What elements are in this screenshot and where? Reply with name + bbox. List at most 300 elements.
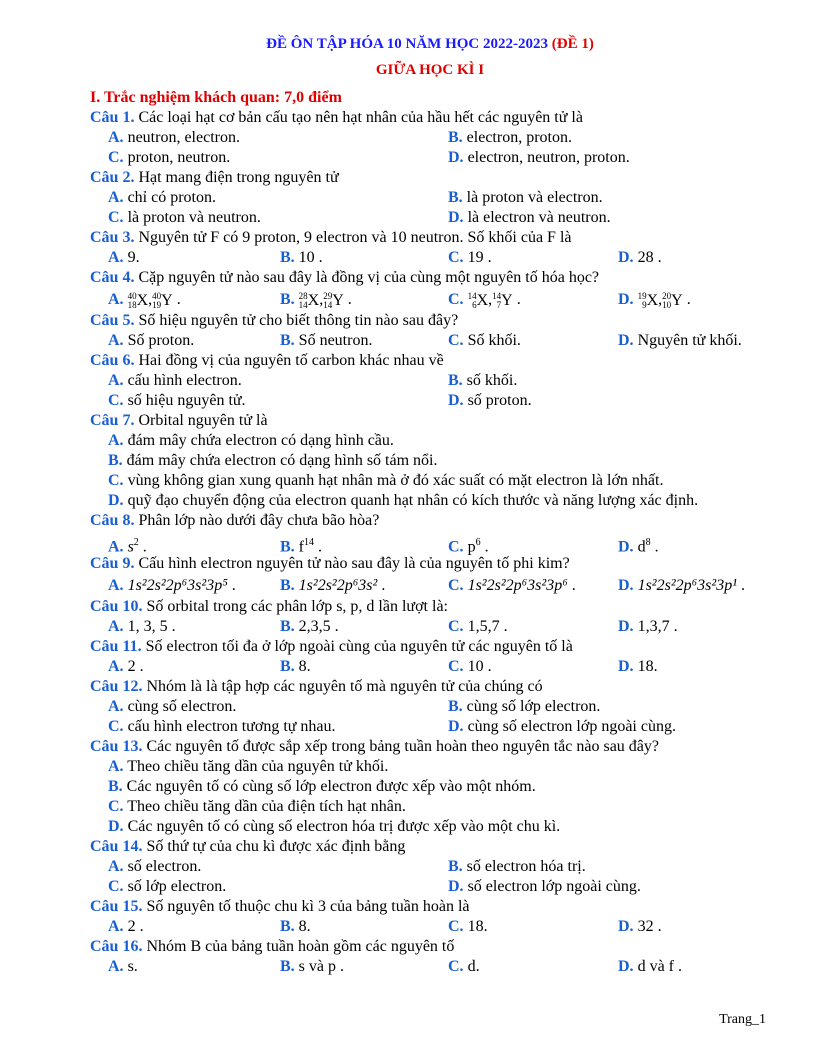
answer-option: A. 40 18 X, 40 19 Y . <box>108 288 181 312</box>
option-text: Các nguyên tố có cùng số lớp electron được xếp vào một nhóm. <box>126 778 536 795</box>
question-number: Câu 16. <box>90 938 143 955</box>
option-row <box>90 188 770 208</box>
option-row <box>90 491 770 511</box>
answer-option <box>108 331 194 351</box>
option-text: vùng không gian xung quanh hạt nhân mà ở đó xác suất có mặt electron là lớn nhất. <box>127 472 664 489</box>
option-row <box>90 451 770 471</box>
isotope-indices <box>323 292 332 310</box>
option-key: C. <box>448 618 464 635</box>
isotope-y <box>492 289 513 312</box>
answer-option <box>618 617 678 637</box>
answer-option <box>280 657 311 677</box>
option-text: 2,3,5 . <box>298 618 339 635</box>
option-text: đám mây chứa electron có dạng hình cầu. <box>127 432 394 449</box>
atomic-number: 14 <box>298 300 308 311</box>
question-number: Câu 1. <box>90 109 135 126</box>
option-key: D. <box>448 149 464 166</box>
question-number: Câu 15. <box>90 898 143 915</box>
isotope-indices <box>662 292 671 310</box>
atomic-number: 19 <box>152 300 162 311</box>
option-text: electron, neutron, proton. <box>467 149 630 166</box>
question-stem <box>90 511 770 531</box>
answer-option <box>108 371 242 391</box>
question-text: Nguyên tử F có 9 proton, 9 electron và 10 neutron. Số khối của F là <box>138 229 572 246</box>
question-number: Câu 12. <box>90 678 143 695</box>
option-key: B. <box>280 249 295 266</box>
answer-option: D. 19 9 X, 20 10 Y . <box>618 288 691 312</box>
option-key: C. <box>448 918 464 935</box>
answer-option <box>448 877 641 897</box>
option-key: C. <box>448 577 464 594</box>
isotope-indices <box>128 292 137 310</box>
option-text: số proton. <box>467 392 532 409</box>
answer-option <box>108 957 138 977</box>
electron-configuration: 1s²2s²2p⁶3s²3p¹ <box>637 577 737 594</box>
option-key: C. <box>108 149 124 166</box>
section-heading: I. Trắc nghiệm khách quan: 7,0 điểm <box>90 89 342 106</box>
option-key: A. <box>108 332 124 349</box>
element-symbol: Y <box>332 291 344 309</box>
answer-option <box>448 371 517 391</box>
option-text: chỉ có proton. <box>127 189 216 206</box>
answer-option <box>108 877 226 897</box>
question-text: Orbital nguyên tử là <box>138 412 268 429</box>
answer-option <box>108 208 261 228</box>
option-row <box>90 128 770 148</box>
option-text: 1,3,7 . <box>637 618 678 635</box>
answer-option <box>280 331 372 351</box>
option-text: là electron và neutron. <box>467 209 611 226</box>
answer-option <box>280 617 339 637</box>
option-text: số electron hóa trị. <box>466 858 586 875</box>
option-text: 8. <box>298 658 311 675</box>
option-row <box>90 371 770 391</box>
question-number: Câu 3. <box>90 229 135 246</box>
element-symbol: Y <box>161 291 173 309</box>
question-text: Các loại hạt cơ bản cấu tạo nên hạt nhân của hầu hết các nguyên tử là <box>138 109 583 126</box>
option-key: C. <box>108 798 124 815</box>
option-text: 8. <box>298 918 311 935</box>
option-key: D. <box>108 492 124 509</box>
mass-number: 29 <box>323 291 333 302</box>
option-text: 28 . <box>637 249 662 266</box>
exam-title <box>90 34 770 54</box>
atomic-number: 6 <box>472 300 477 311</box>
mass-number: 19 <box>637 291 647 302</box>
question-number: Câu 13. <box>90 738 143 755</box>
isotope-x <box>299 289 320 312</box>
option-key: D. <box>618 958 634 975</box>
question-text: Số orbital trong các phân lớp s, p, d lần lượt là: <box>146 598 448 615</box>
answer-option <box>448 697 600 717</box>
answer-option <box>618 917 662 937</box>
option-key: B. <box>280 538 295 556</box>
electron-configuration: 1s²2s²2p⁶3s²3p⁵ <box>127 577 228 594</box>
option-key: B. <box>280 618 295 635</box>
option-key: B. <box>108 778 123 795</box>
option-key: D. <box>618 291 634 308</box>
answer-option <box>448 617 508 637</box>
question-stem <box>90 311 770 331</box>
isotope-indices <box>638 292 647 310</box>
mass-number: 20 <box>662 291 672 302</box>
option-key: A. <box>108 758 124 775</box>
question-stem <box>90 411 770 431</box>
answer-option <box>108 797 406 817</box>
answer-option <box>108 717 336 737</box>
question-number: Câu 10. <box>90 598 143 615</box>
option-key: C. <box>108 209 124 226</box>
answer-option <box>280 248 323 268</box>
isotope-indices <box>492 292 501 310</box>
question-stem <box>90 937 770 957</box>
question-stem <box>90 268 770 288</box>
option-text: 1,5,7 . <box>467 618 508 635</box>
answer-option <box>108 188 216 208</box>
answer-option <box>448 148 630 168</box>
isotope-indices <box>468 292 477 310</box>
answer-option <box>448 957 480 977</box>
question-stem <box>90 737 770 757</box>
question-text: Phân lớp nào dưới đây chưa bão hòa? <box>138 512 380 529</box>
question-text: Hạt mang điện trong nguyên tử <box>138 169 339 186</box>
answer-option: C. $p^6$ . <box>448 537 489 556</box>
option-key: A. <box>108 432 124 449</box>
option-key: A. <box>108 858 124 875</box>
option-key: C. <box>108 878 124 895</box>
sublevel-electrons: 2 <box>133 537 139 548</box>
option-key: C. <box>448 958 464 975</box>
option-key: C. <box>448 538 464 556</box>
isotope-indices <box>299 292 308 310</box>
answer-option <box>618 331 742 351</box>
answer-option <box>448 331 521 351</box>
option-key: A. <box>108 958 124 975</box>
answer-option <box>448 128 572 148</box>
answer-option <box>108 148 230 168</box>
option-key: D. <box>448 718 464 735</box>
option-key: A. <box>108 291 124 308</box>
question-number: Câu 5. <box>90 312 135 329</box>
answer-option <box>618 248 662 268</box>
option-key: A. <box>108 538 124 556</box>
option-key: A. <box>108 618 124 635</box>
option-row <box>90 877 770 897</box>
option-key: B. <box>448 372 463 389</box>
option-key: D. <box>618 249 634 266</box>
option-row <box>90 797 770 817</box>
sublevel-electrons: 14 <box>304 537 314 548</box>
sublevel-letter: d <box>637 538 646 556</box>
question-text: Số hiệu nguyên tử cho biết thông tin nào sau đây? <box>138 312 459 329</box>
atomic-number: 7 <box>496 300 502 311</box>
option-key: B. <box>280 918 295 935</box>
question-stem <box>90 168 770 188</box>
question-number: Câu 4. <box>90 269 135 286</box>
answer-option: B. 1s²2s²2p⁶3s² . <box>280 577 386 594</box>
option-key: D. <box>618 538 634 556</box>
option-text: 10 . <box>467 658 492 675</box>
question-stem <box>90 897 770 917</box>
answer-option <box>108 431 394 451</box>
option-text: số hiệu nguyên tử. <box>127 392 246 409</box>
option-row <box>90 148 770 168</box>
page-footer: Trang_1 <box>719 1012 766 1027</box>
answer-option <box>108 817 560 837</box>
question-list <box>90 108 770 977</box>
answer-option <box>108 491 698 511</box>
answer-option <box>448 391 532 411</box>
question-text: Cấu hình electron nguyên tử nào sau đây là của nguyên tố phi kim? <box>138 555 570 572</box>
option-key: B. <box>448 858 463 875</box>
atomic-number: 10 <box>662 300 672 311</box>
question-stem <box>90 228 770 248</box>
option-text: 32 . <box>637 918 662 935</box>
answer-option <box>448 717 676 737</box>
mass-number: 14 <box>492 291 502 302</box>
option-row <box>90 777 770 797</box>
answer-option <box>108 777 536 797</box>
atomic-number: 18 <box>127 300 137 311</box>
question-stem <box>90 837 770 857</box>
isotope-y <box>152 289 173 312</box>
question-stem <box>90 108 770 128</box>
atomic-number: 14 <box>323 300 333 311</box>
option-row <box>90 391 770 411</box>
sublevel-letter: p <box>467 538 476 556</box>
answer-option: B. $f^{14}$ . <box>280 537 322 556</box>
option-key: B. <box>280 332 295 349</box>
question-number: Câu 11. <box>90 638 142 655</box>
title-tag: (ĐỀ 1) <box>551 36 594 52</box>
option-key: B. <box>280 291 295 308</box>
option-text: d. <box>467 958 480 975</box>
answer-option <box>448 917 488 937</box>
option-row <box>90 208 770 228</box>
answer-option <box>448 657 492 677</box>
option-key: C. <box>108 472 124 489</box>
electron-configuration: 1s²2s²2p⁶3s² <box>298 577 378 594</box>
option-text: quỹ đạo chuyển động của electron quanh hạt nhân có kích thước và năng lượng xác định. <box>127 492 699 509</box>
option-key: D. <box>618 918 634 935</box>
option-key: B. <box>280 958 295 975</box>
option-row <box>90 957 770 977</box>
option-text: 9. <box>127 249 140 266</box>
isotope-x <box>128 289 149 312</box>
title-text: ĐỀ ÔN TẬP HÓA 10 NĂM HỌC 2022-2023 <box>266 36 548 52</box>
mass-number: 28 <box>298 291 308 302</box>
answer-option <box>108 757 388 777</box>
option-key: C. <box>108 392 124 409</box>
option-text: s. <box>127 958 138 975</box>
option-row <box>90 288 770 311</box>
option-key: C. <box>448 658 464 675</box>
question-stem <box>90 597 770 617</box>
option-key: B. <box>280 577 295 594</box>
option-row <box>90 757 770 777</box>
option-key: C. <box>448 291 464 308</box>
mass-number: 14 <box>467 291 477 302</box>
option-key: B. <box>448 698 463 715</box>
option-text: Các nguyên tố có cùng số electron hóa trị được xếp vào một chu kì. <box>127 818 561 835</box>
sublevel-electrons: 6 <box>475 537 481 548</box>
option-key: D. <box>448 878 464 895</box>
question-text: Số electron tối đa ở lớp ngoài cùng của nguyên tử các nguyên tố là <box>145 638 573 655</box>
answer-option <box>108 857 201 877</box>
option-row <box>90 531 770 554</box>
element-symbol: X <box>476 291 489 309</box>
answer-option <box>448 857 586 877</box>
option-text: cấu hình electron tương tự nhau. <box>127 718 336 735</box>
answer-option: C. 14 6 X, 14 7 Y . <box>448 288 521 312</box>
question-text: Số thứ tự của chu kì được xác định bằng <box>146 838 406 855</box>
answer-option <box>108 617 176 637</box>
option-text: 18. <box>637 658 658 675</box>
option-text: số lớp electron. <box>127 878 227 895</box>
question-number: Câu 7. <box>90 412 135 429</box>
question-text: Nhóm là là tập hợp các nguyên tố mà nguyên tử của chúng có <box>146 678 543 695</box>
question-number: Câu 6. <box>90 352 135 369</box>
option-text: 2 . <box>127 658 144 675</box>
isotope-y <box>323 289 344 312</box>
exam-subtitle: GIỮA HỌC KÌ I <box>375 62 485 78</box>
option-row <box>90 617 770 637</box>
option-key: D. <box>618 658 634 675</box>
option-text: 19 . <box>467 249 492 266</box>
option-text: 1, 3, 5 . <box>127 618 176 635</box>
question-text: Cặp nguyên tử nào sau đây là đồng vị của cùng một nguyên tố hóa học? <box>138 269 600 286</box>
option-key: A. <box>108 372 124 389</box>
answer-option <box>618 957 682 977</box>
option-key: C. <box>448 332 464 349</box>
question-number: Câu 8. <box>90 512 135 529</box>
option-text: s và p . <box>298 958 344 975</box>
answer-option <box>108 248 140 268</box>
option-row <box>90 574 770 597</box>
answer-option <box>108 391 246 411</box>
option-text: Số khối. <box>467 332 521 349</box>
answer-option: D. $d^8$ . <box>618 537 659 556</box>
isotope-indices <box>152 292 161 310</box>
option-row <box>90 857 770 877</box>
answer-option <box>280 957 344 977</box>
option-text: d và f . <box>637 958 682 975</box>
answer-option <box>448 248 492 268</box>
option-row <box>90 717 770 737</box>
question-text: Hai đồng vị của nguyên tố carbon khác nhau về <box>138 352 444 369</box>
option-key: A. <box>108 129 124 146</box>
option-key: A. <box>108 189 124 206</box>
question-stem <box>90 554 770 574</box>
option-key: D. <box>448 209 464 226</box>
answer-option <box>280 917 311 937</box>
element-symbol: X <box>136 291 149 309</box>
option-text: là proton và neutron. <box>127 209 261 226</box>
mass-number: 40 <box>152 291 162 302</box>
option-text: cùng số electron lớp ngoài cùng. <box>467 718 676 735</box>
option-row <box>90 657 770 677</box>
element-symbol: Y <box>671 291 683 309</box>
sublevel-letter: s <box>127 538 134 556</box>
option-text: đám mây chứa electron có dạng hình số tám nổi. <box>126 452 438 469</box>
option-text: Theo chiều tăng dần của điện tích hạt nhân. <box>127 798 406 815</box>
option-text: electron, proton. <box>466 129 572 146</box>
option-key: C. <box>448 249 464 266</box>
question-text: Các nguyên tố được sắp xếp trong bảng tuần hoàn theo nguyên tắc nào sau đây? <box>146 738 659 755</box>
answer-option <box>108 471 663 491</box>
question-stem <box>90 677 770 697</box>
isotope-y <box>662 289 683 312</box>
question-text: Nhóm B của bảng tuần hoàn gồm các nguyên tố <box>146 938 455 955</box>
option-text: neutron, electron. <box>127 129 240 146</box>
option-key: D. <box>108 818 124 835</box>
option-key: C. <box>108 718 124 735</box>
option-key: D. <box>618 332 634 349</box>
option-text: cùng số lớp electron. <box>466 698 601 715</box>
option-row <box>90 817 770 837</box>
answer-option <box>108 657 144 677</box>
option-key: B. <box>108 452 123 469</box>
option-key: D. <box>448 392 464 409</box>
question-number: Câu 14. <box>90 838 143 855</box>
isotope-x <box>638 289 659 312</box>
option-text: số khối. <box>466 372 518 389</box>
element-symbol: Y <box>501 291 513 309</box>
option-key: A. <box>108 698 124 715</box>
option-key: A. <box>108 658 124 675</box>
atomic-number: 9 <box>642 300 647 311</box>
option-row <box>90 471 770 491</box>
answer-option: A. $s^2$ . <box>108 537 147 556</box>
sublevel-electrons: 8 <box>645 537 651 548</box>
option-row <box>90 431 770 451</box>
option-text: Số neutron. <box>298 332 373 349</box>
exam-page <box>90 34 770 977</box>
option-text: 10 . <box>298 249 323 266</box>
option-text: số electron. <box>127 858 202 875</box>
option-text: cấu hình electron. <box>127 372 242 389</box>
option-key: A. <box>108 249 124 266</box>
electron-configuration: 1s²2s²2p⁶3s²3p⁶ <box>467 577 568 594</box>
option-key: B. <box>448 129 463 146</box>
element-symbol: X <box>646 291 659 309</box>
option-text: Số proton. <box>127 332 195 349</box>
option-key: B. <box>448 189 463 206</box>
answer-option: A. 1s²2s²2p⁶3s²3p⁵ . <box>108 577 236 594</box>
option-text: 2 . <box>127 918 144 935</box>
answer-option: B. 28 14 X, 29 14 Y . <box>280 288 352 312</box>
option-text: số electron lớp ngoài cùng. <box>467 878 641 895</box>
answer-option <box>618 657 658 677</box>
option-row <box>90 248 770 268</box>
isotope-x <box>468 289 489 312</box>
option-key: D. <box>618 618 634 635</box>
option-key: D. <box>618 577 634 594</box>
question-number: Câu 9. <box>90 555 135 572</box>
answer-option <box>448 188 603 208</box>
answer-option <box>108 128 240 148</box>
option-row <box>90 331 770 351</box>
answer-option <box>108 917 144 937</box>
option-row <box>90 697 770 717</box>
answer-option <box>448 208 611 228</box>
sublevel-letter: f <box>298 538 304 556</box>
answer-option: D. 1s²2s²2p⁶3s²3p¹ . <box>618 577 745 594</box>
question-stem <box>90 637 770 657</box>
question-stem <box>90 351 770 371</box>
question-text: Số nguyên tố thuộc chu kì 3 của bảng tuần hoàn là <box>146 898 470 915</box>
option-text: cùng số electron. <box>127 698 237 715</box>
